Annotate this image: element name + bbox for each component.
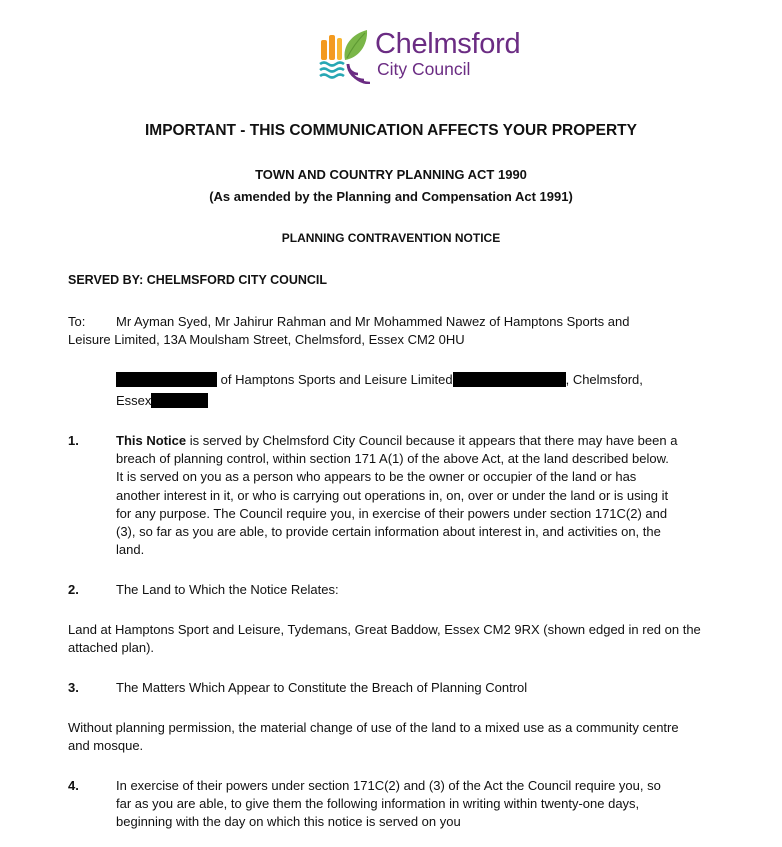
section-1-line: is served by Chelmsford City Council because it appears that there may have been a (186, 433, 678, 448)
page-heading: IMPORTANT - THIS COMMUNICATION AFFECTS YOUR PROPERTY (145, 122, 637, 139)
section-3-body-line: and mosque. (68, 738, 144, 753)
section-1-lead: This Notice (116, 433, 187, 448)
redacted-recipient-line-1 (116, 371, 643, 389)
section-1-line: for any purpose. The Council require you, in exercise of their powers under section 171C(2) and (116, 505, 668, 521)
council-logo (318, 28, 548, 88)
section-1-line: land. (116, 542, 145, 558)
section-2-heading: The Land to Which the Notice Relates: (116, 582, 339, 597)
section-3-body-line: Without planning permission, the material change of use of the land to a mixed use as a community centre (68, 720, 679, 735)
to-line-1: Mr Ayman Syed, Mr Jahirur Rahman and Mr Mohammed Nawez of Hamptons Sports and (116, 314, 630, 329)
act-amended: (As amended by the Planning and Compensation Act 1991) (209, 189, 573, 204)
logo-name: Chelmsford (375, 28, 521, 60)
redacted-recipient-line-2 (116, 392, 208, 410)
section-4-line: beginning with the day on which this notice is served on you (116, 814, 461, 830)
section-1-line: breach of planning control, within section 171 A(1) of the above Act, at the land described below. (116, 451, 669, 467)
section-3-heading: The Matters Which Appear to Constitute the Breach of Planning Control (116, 680, 528, 695)
logo-emblem-icon (318, 28, 372, 84)
section-4-number: 4. (68, 778, 79, 793)
to-label: To: (68, 314, 86, 329)
section-4-line: far as you are able, to give them the following information in writing within twenty-one days, (116, 796, 640, 812)
section-2-body-line: attached plan). (68, 640, 155, 655)
redacted-line-2-text: Essex (116, 393, 152, 408)
section-3-number: 3. (68, 680, 79, 695)
redacted-line-1-text: of Hamptons Sports and Leisure Limited (220, 372, 453, 387)
to-line-2: Leisure Limited, 13A Moulsham Street, Chelmsford, Essex CM2 0HU (68, 332, 465, 347)
redacted-line-1-end: , Chelmsford, (565, 372, 643, 387)
served-by: SERVED BY: CHELMSFORD CITY COUNCIL (68, 273, 328, 287)
section-2-number: 2. (68, 582, 79, 597)
section-4-line: In exercise of their powers under section 171C(2) and (3) of the Act the Council require you, so (116, 778, 661, 793)
notice-title: PLANNING CONTRAVENTION NOTICE (281, 231, 501, 245)
logo-subtitle: City Council (377, 59, 471, 79)
section-1-line: another interest in it, or who is carrying out operations in, on, over or under the land or is using it (116, 487, 669, 503)
section-4-body (116, 777, 716, 832)
redaction-block (116, 372, 217, 387)
section-1-line: It is served on you as a person who appears to be the owner or occupier of the land or has (116, 469, 637, 485)
section-1-line: (3), so far as you are able, to provide certain information about interest in, and activities on, the (116, 524, 661, 540)
section-2-body-line: Land at Hamptons Sport and Leisure, Tydemans, Great Baddow, Essex CM2 9RX (shown edged in red on the (68, 622, 701, 637)
redaction-block (151, 393, 208, 408)
act-title: TOWN AND COUNTRY PLANNING ACT 1990 (255, 167, 527, 182)
redaction-block (453, 372, 566, 387)
section-1-body (116, 432, 716, 559)
section-1-number: 1. (68, 433, 79, 448)
